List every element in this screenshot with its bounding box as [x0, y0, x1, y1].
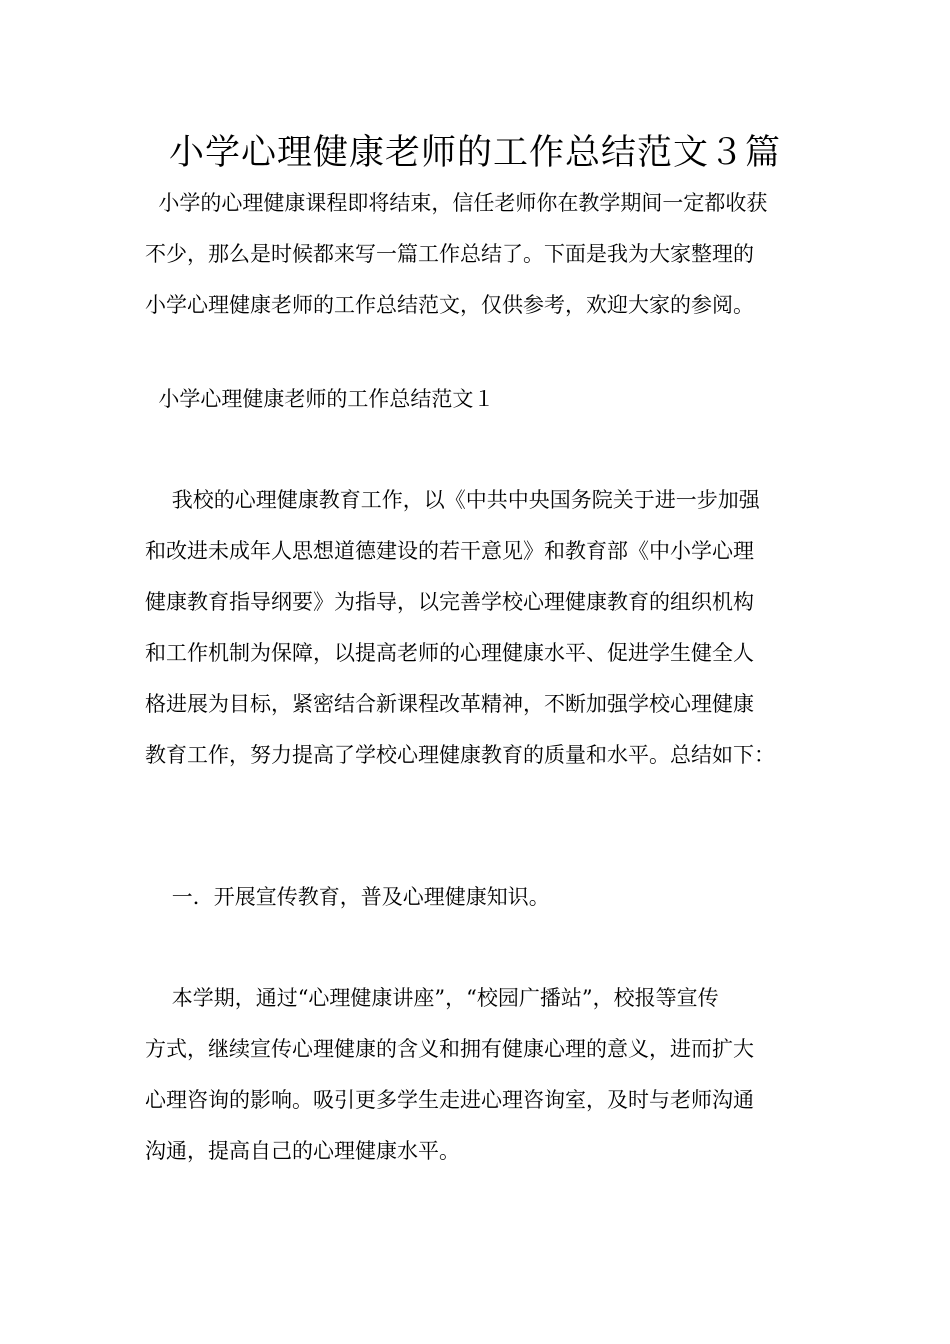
point-paragraph [145, 973, 825, 1177]
point-line: 方式，继续宣传心理健康的含义和拥有健康心理的意义，进而扩大 [145, 1037, 754, 1061]
body-paragraph [145, 475, 825, 781]
intro-line: 小学的心理健康课程即将结束，信任老师你在教学期间一定都收获 [145, 191, 768, 215]
section-heading-text: 小学心理健康老师的工作总结范文１ [145, 387, 495, 411]
body-line: 和改进未成年人思想道德建设的若干意见》和教育部《中小学心理 [145, 539, 754, 563]
body-line: 教育工作，努力提高了学校心理健康教育的质量和水平。总结如下： [145, 743, 775, 767]
intro-line: 小学心理健康老师的工作总结范文，仅供参考，欢迎大家的参阅。 [145, 293, 754, 317]
section-heading [145, 374, 825, 425]
intro-paragraph [145, 178, 825, 331]
body-line: 健康教育指导纲要》为指导，以完善学校心理健康教育的组织机构 [145, 590, 754, 614]
body-line: 格进展为目标，紧密结合新课程改革精神，不断加强学校心理健康 [145, 692, 754, 716]
point-heading [145, 872, 825, 923]
body-line: 我校的心理健康教育工作，以《中共中央国务院关于进一步加强 [145, 488, 760, 512]
document-title: 小学心理健康老师的工作总结范文３篇 [168, 133, 781, 173]
point-line: 沟通，提高自己的心理健康水平。 [145, 1139, 460, 1163]
point-line: 本学期，通过“心理健康讲座”，“校园广播站”，校报等宣传 [145, 986, 719, 1010]
point-heading-text: 一．开展宣传教育，普及心理健康知识。 [145, 885, 550, 909]
intro-line: 不少，那么是时候都来写一篇工作总结了。下面是我为大家整理的 [145, 242, 754, 266]
body-line: 和工作机制为保障，以提高老师的心理健康水平、促进学生健全人 [145, 641, 754, 665]
point-line: 心理咨询的影响。吸引更多学生走进心理咨询室，及时与老师沟通 [145, 1088, 754, 1112]
